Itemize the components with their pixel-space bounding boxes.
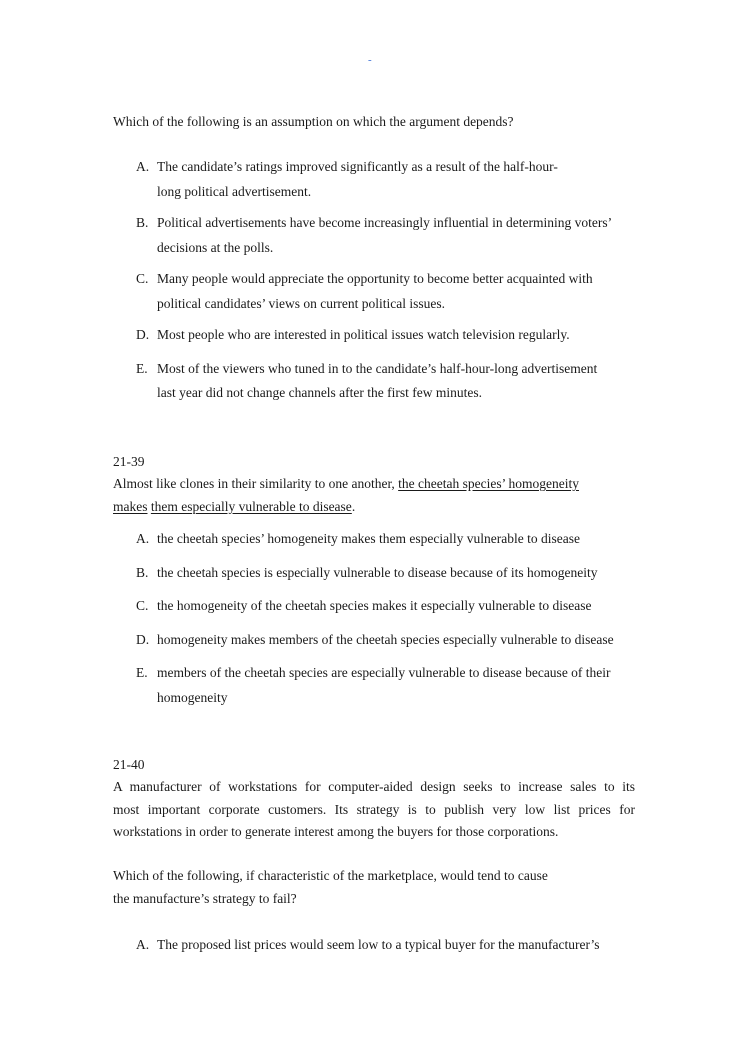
- choice-text: decisions at the polls.: [157, 239, 274, 255]
- choice-c: [136, 594, 656, 619]
- choice-letter: B.: [136, 215, 149, 230]
- choice-letter: D.: [136, 631, 150, 647]
- choice-letter: E.: [136, 665, 148, 680]
- choice-a: [136, 933, 636, 958]
- choice-c: [136, 267, 636, 316]
- choice-d: [136, 323, 636, 348]
- choice-b: [136, 211, 636, 260]
- choice-letter: E.: [136, 360, 148, 376]
- choice-text: the cheetah species is especially vulnerable to disease because of its homogeneity: [157, 564, 598, 580]
- question-line: Which of the following, if characteristic of the marketplace, would tend to cause: [113, 868, 548, 883]
- choice-text: the homogeneity of the cheetah species makes it especially vulnerable to disease: [157, 598, 592, 613]
- choice-text: Many people would appreciate the opportunity to become better acquainted with: [157, 271, 593, 286]
- passage-line: A manufacturer of workstations for computer-aided design seeks to increase sales to its: [113, 779, 635, 794]
- answer-choices-q2: [136, 527, 656, 710]
- choice-e: [136, 357, 636, 406]
- choice-text: the cheetah species’ homogeneity makes them especially vulnerable to disease: [157, 531, 580, 546]
- answer-choices-q1: [136, 155, 636, 406]
- choice-text: Most of the viewers who tuned in to the candidate’s half-hour-long advertisement: [157, 360, 598, 376]
- question-prompt: [113, 865, 635, 910]
- passage-line: workstations in order to generate interest among the buyers for those corporations.: [113, 824, 559, 839]
- choice-e: [136, 661, 656, 710]
- answer-choices-q3: [136, 933, 636, 958]
- top-mark: -: [368, 54, 372, 66]
- choice-b: [136, 561, 656, 586]
- choice-letter: C.: [136, 271, 149, 286]
- choice-text: Political advertisements have become increasingly influential in determining voters’: [157, 215, 613, 230]
- choice-text: last year did not change channels after the first few minutes.: [157, 385, 483, 400]
- passage-line: most important corporate customers. Its strategy is to publish very low list prices for: [113, 801, 635, 817]
- choice-text: members of the cheetah species are especially vulnerable to disease because of their: [157, 665, 611, 680]
- question-prompt: Which of the following is an assumption on which the argument depends?: [113, 114, 514, 129]
- choice-letter: A.: [136, 159, 150, 174]
- sentence-stem: [113, 473, 635, 518]
- choice-letter: B.: [136, 564, 149, 580]
- choice-text: The candidate’s ratings improved significantly as a result of the half-hour-: [157, 159, 558, 174]
- underlined-portion: the cheetah species’ homogeneity: [398, 476, 579, 491]
- choice-text: The proposed list prices would seem low to a typical buyer for the manufacturer’s: [157, 937, 600, 952]
- underlined-portion: makes: [113, 498, 148, 514]
- choice-text: long political advertisement.: [157, 183, 312, 199]
- choice-letter: A.: [136, 531, 150, 546]
- question-line: the manufacture’s strategy to fail?: [113, 890, 297, 906]
- question-number: 21-40: [113, 757, 145, 772]
- stem-suffix: .: [351, 498, 356, 514]
- choice-letter: D.: [136, 327, 150, 342]
- passage: [113, 776, 635, 844]
- choice-letter: A.: [136, 937, 150, 952]
- choice-a: [136, 527, 656, 552]
- choice-text: Most people who are interested in political issues watch television regularly.: [157, 327, 570, 342]
- choice-text: political candidates’ views on current political issues.: [157, 295, 446, 311]
- choice-a: [136, 155, 636, 204]
- stem-prefix: Almost like clones in their similarity to one another,: [113, 476, 395, 491]
- question-number: 21-39: [113, 454, 145, 469]
- choice-letter: C.: [136, 598, 149, 613]
- choice-text: homogeneity makes members of the cheetah species especially vulnerable to disease: [157, 631, 614, 647]
- choice-text: homogeneity: [157, 689, 228, 705]
- underlined-portion: them especially vulnerable to disease: [150, 498, 352, 514]
- choice-d: [136, 628, 656, 653]
